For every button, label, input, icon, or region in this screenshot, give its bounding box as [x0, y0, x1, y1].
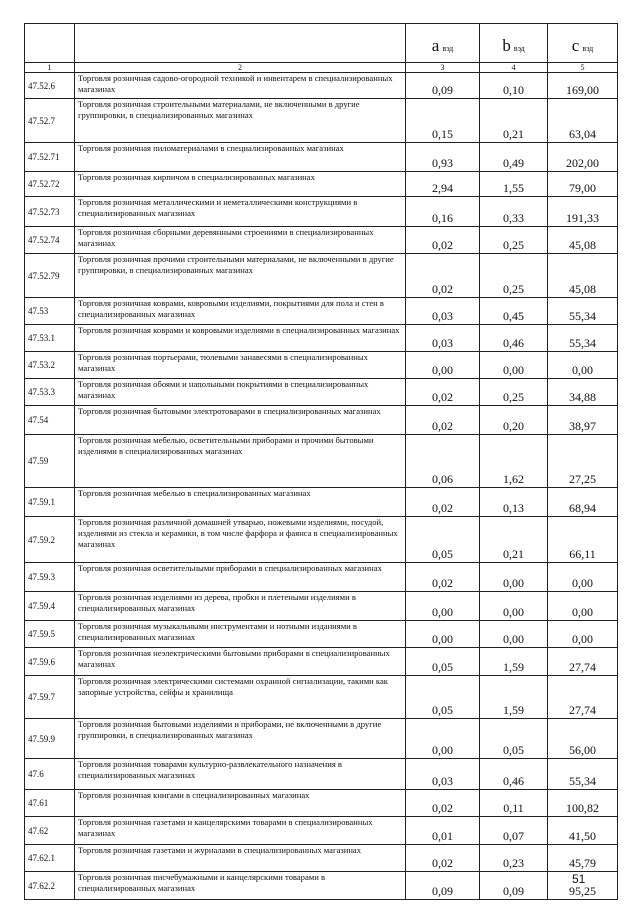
value-c: 191,33 [548, 197, 618, 227]
value-a: 0,15 [406, 99, 480, 143]
value-b: 0,09 [480, 872, 548, 900]
table-row [25, 517, 618, 563]
value-a: 0,02 [406, 227, 480, 254]
row-name: Торговля розничная садово-огородной техникой и инвентарем в специализированных магазинах [75, 73, 406, 99]
value-c: 34,88 [548, 379, 618, 406]
row-name: Торговля розничная различной домашней утварью, ножевыми изделиями, посудой, изделиями из стекла и керамики, в том числе фарфора и фаянса в специализированных магазинах [75, 517, 406, 563]
row-code: 47.59.1 [25, 488, 75, 517]
header-b-symbol [480, 24, 548, 63]
row-name: Торговля розничная бытовыми электротоварами в специализированных магазинах [75, 406, 406, 435]
value-a: 0,09 [406, 872, 480, 900]
table-row [25, 592, 618, 621]
table-row [25, 379, 618, 406]
value-b: 0,00 [480, 621, 548, 648]
header-name-cell [75, 24, 406, 63]
value-b: 0,00 [480, 352, 548, 379]
row-code: 47.53.3 [25, 379, 75, 406]
value-a: 2,94 [406, 172, 480, 197]
row-name: Торговля розничная металлическими и неметаллическими конструкциями в специализированных магазинах [75, 197, 406, 227]
row-name: Торговля розничная портьерами, тюлевыми занавесями в специализированных магазинах [75, 352, 406, 379]
row-code: 47.59 [25, 435, 75, 488]
row-code: 47.52.6 [25, 73, 75, 99]
value-a: 0,02 [406, 563, 480, 592]
row-name: Торговля розничная коврами и ковровыми изделиями в специализированных магазинах [75, 325, 406, 352]
row-code: 47.52.79 [25, 254, 75, 298]
symbol-letter: b [502, 36, 511, 55]
row-name: Торговля розничная газетами и канцелярскими товарами в специализированных магазинах [75, 817, 406, 845]
value-c: 0,00 [548, 621, 618, 648]
table-row [25, 790, 618, 817]
row-code: 47.59.2 [25, 517, 75, 563]
row-code: 47.62.1 [25, 845, 75, 872]
value-b: 0,49 [480, 143, 548, 172]
table-row [25, 817, 618, 845]
header-a-symbol [406, 24, 480, 63]
value-a: 0,00 [406, 352, 480, 379]
value-c: 55,34 [548, 325, 618, 352]
value-a: 0,00 [406, 621, 480, 648]
table-row [25, 406, 618, 435]
row-code: 47.61 [25, 790, 75, 817]
value-a: 0,05 [406, 648, 480, 676]
row-name: Торговля розничная писчебумажными и канцелярскими товарами в специализированных магазинах [75, 872, 406, 900]
table-row [25, 563, 618, 592]
value-c: 63,04 [548, 99, 618, 143]
page-number: 51 [572, 872, 586, 886]
value-a: 0,02 [406, 845, 480, 872]
row-name: Торговля розничная сборными деревянными строениями в специализированных магазинах [75, 227, 406, 254]
table-row [25, 352, 618, 379]
column-number: 1 [25, 63, 75, 73]
row-code: 47.59.5 [25, 621, 75, 648]
table-row [25, 845, 618, 872]
value-c: 0,00 [548, 352, 618, 379]
value-c: 38,97 [548, 406, 618, 435]
row-code: 47.59.9 [25, 719, 75, 759]
value-c: 55,34 [548, 759, 618, 790]
table-row [25, 872, 618, 900]
table-row [25, 621, 618, 648]
value-c: 100,82 [548, 790, 618, 817]
value-a: 0,02 [406, 379, 480, 406]
row-code: 47.6 [25, 759, 75, 790]
row-code: 47.53.2 [25, 352, 75, 379]
table-row [25, 227, 618, 254]
value-b: 0,25 [480, 379, 548, 406]
value-c: 95,25 [548, 872, 618, 900]
value-b: 0,10 [480, 73, 548, 99]
value-c: 45,08 [548, 227, 618, 254]
value-c: 27,74 [548, 676, 618, 719]
tariff-table [24, 23, 618, 900]
table-row [25, 197, 618, 227]
table-header-row [25, 24, 618, 63]
table-row [25, 676, 618, 719]
row-code: 47.59.3 [25, 563, 75, 592]
row-code: 47.52.7 [25, 99, 75, 143]
row-code: 47.52.72 [25, 172, 75, 197]
value-c: 169,00 [548, 73, 618, 99]
symbol-letter: a [431, 36, 440, 55]
value-b: 0,21 [480, 517, 548, 563]
value-b: 1,55 [480, 172, 548, 197]
table-row [25, 435, 618, 488]
value-b: 0,25 [480, 254, 548, 298]
value-c: 68,94 [548, 488, 618, 517]
row-name: Торговля розничная товарами культурно-развлекательного назначения в специализированных магазинах [75, 759, 406, 790]
row-name: Торговля розничная книгами в специализированных магазинах [75, 790, 406, 817]
value-c: 27,74 [548, 648, 618, 676]
value-c: 45,79 [548, 845, 618, 872]
row-code: 47.59.6 [25, 648, 75, 676]
value-a: 0,03 [406, 298, 480, 325]
value-a: 0,05 [406, 517, 480, 563]
value-b: 0,11 [480, 790, 548, 817]
row-name: Торговля розничная кирпичом в специализированных магазинах [75, 172, 406, 197]
row-name: Торговля розничная музыкальными инструментами и нотными изданиями в специализированных магазинах [75, 621, 406, 648]
row-name: Торговля розничная электрическими системами охранной сигнализации, такими как запорные устройства, сейфы и хранилища [75, 676, 406, 719]
value-b: 0,20 [480, 406, 548, 435]
value-b: 0,46 [480, 759, 548, 790]
row-code: 47.62.2 [25, 872, 75, 900]
value-c: 56,00 [548, 719, 618, 759]
row-name: Торговля розничная обоями и напольными покрытиями в специализированных магазинах [75, 379, 406, 406]
table-row [25, 298, 618, 325]
row-code: 47.62 [25, 817, 75, 845]
value-a: 0,00 [406, 592, 480, 621]
row-name: Торговля розничная прочими строительными материалами, не включенными в другие группировки, в специализированных магазинах [75, 254, 406, 298]
value-b: 0,21 [480, 99, 548, 143]
value-c: 79,00 [548, 172, 618, 197]
value-b: 1,59 [480, 676, 548, 719]
value-a: 0,02 [406, 406, 480, 435]
value-b: 0,00 [480, 592, 548, 621]
table-row [25, 488, 618, 517]
row-code: 47.53 [25, 298, 75, 325]
row-name: Торговля розничная строительными материалами, не включенными в другие группировки, в специализированных магазинах [75, 99, 406, 143]
value-a: 0,06 [406, 435, 480, 488]
row-code: 47.52.71 [25, 143, 75, 172]
column-number-row [25, 63, 618, 73]
row-code: 47.52.73 [25, 197, 75, 227]
value-a: 0,93 [406, 143, 480, 172]
header-c-symbol [548, 24, 618, 63]
value-b: 0,46 [480, 325, 548, 352]
value-b: 0,23 [480, 845, 548, 872]
symbol-letter: c [571, 36, 580, 55]
value-a: 0,02 [406, 790, 480, 817]
value-a: 0,01 [406, 817, 480, 845]
row-name: Торговля розничная неэлектрическими бытовыми приборами в специализированных магазинах [75, 648, 406, 676]
column-number: 2 [75, 63, 406, 73]
value-c: 66,11 [548, 517, 618, 563]
row-name: Торговля розничная изделиями из дерева, пробки и плетеными изделиями в специализированных магазинах [75, 592, 406, 621]
column-number: 4 [480, 63, 548, 73]
row-name: Торговля розничная мебелью, осветительными приборами и прочими бытовыми изделиями в специализированных магазинах [75, 435, 406, 488]
table-row [25, 172, 618, 197]
row-name: Торговля розничная осветительными приборами в специализированных магазинах [75, 563, 406, 592]
value-a: 0,05 [406, 676, 480, 719]
value-b: 0,07 [480, 817, 548, 845]
value-b: 0,00 [480, 563, 548, 592]
value-a: 0,02 [406, 254, 480, 298]
value-b: 1,59 [480, 648, 548, 676]
symbol-subscript: вэд [513, 44, 525, 53]
row-name: Торговля розничная бытовыми изделиями и приборами, не включенными в другие группировки, в специализированных магазинах [75, 719, 406, 759]
value-a: 0,02 [406, 488, 480, 517]
symbol-subscript: вэд [582, 44, 594, 53]
value-b: 0,13 [480, 488, 548, 517]
row-name: Торговля розничная коврами, ковровыми изделиями, покрытиями для пола и стен в специализированных магазинах [75, 298, 406, 325]
value-b: 0,05 [480, 719, 548, 759]
table-row [25, 99, 618, 143]
table-row [25, 73, 618, 99]
row-code: 47.54 [25, 406, 75, 435]
value-a: 0,09 [406, 73, 480, 99]
value-b: 0,45 [480, 298, 548, 325]
table-body [25, 73, 618, 900]
table-row [25, 719, 618, 759]
value-c: 41,50 [548, 817, 618, 845]
value-a: 0,16 [406, 197, 480, 227]
value-c: 55,34 [548, 298, 618, 325]
value-c: 202,00 [548, 143, 618, 172]
value-c: 27,25 [548, 435, 618, 488]
column-number: 5 [548, 63, 618, 73]
value-a: 0,03 [406, 759, 480, 790]
header-code-cell [25, 24, 75, 63]
value-a: 0,03 [406, 325, 480, 352]
row-code: 47.53.1 [25, 325, 75, 352]
value-a: 0,00 [406, 719, 480, 759]
value-c: 0,00 [548, 563, 618, 592]
row-code: 47.59.4 [25, 592, 75, 621]
value-c: 0,00 [548, 592, 618, 621]
table-row [25, 759, 618, 790]
column-number: 3 [406, 63, 480, 73]
table-row [25, 648, 618, 676]
value-b: 0,33 [480, 197, 548, 227]
row-code: 47.52.74 [25, 227, 75, 254]
table-row [25, 143, 618, 172]
row-name: Торговля розничная газетами и журналами в специализированных магазинах [75, 845, 406, 872]
row-code: 47.59.7 [25, 676, 75, 719]
symbol-subscript: вэд [442, 44, 454, 53]
value-c: 45,08 [548, 254, 618, 298]
row-name: Торговля розничная мебелью в специализированных магазинах [75, 488, 406, 517]
table-row [25, 254, 618, 298]
row-name: Торговля розничная пиломатериалами в специализированных магазинах [75, 143, 406, 172]
value-b: 0,25 [480, 227, 548, 254]
table-row [25, 325, 618, 352]
value-b: 1,62 [480, 435, 548, 488]
